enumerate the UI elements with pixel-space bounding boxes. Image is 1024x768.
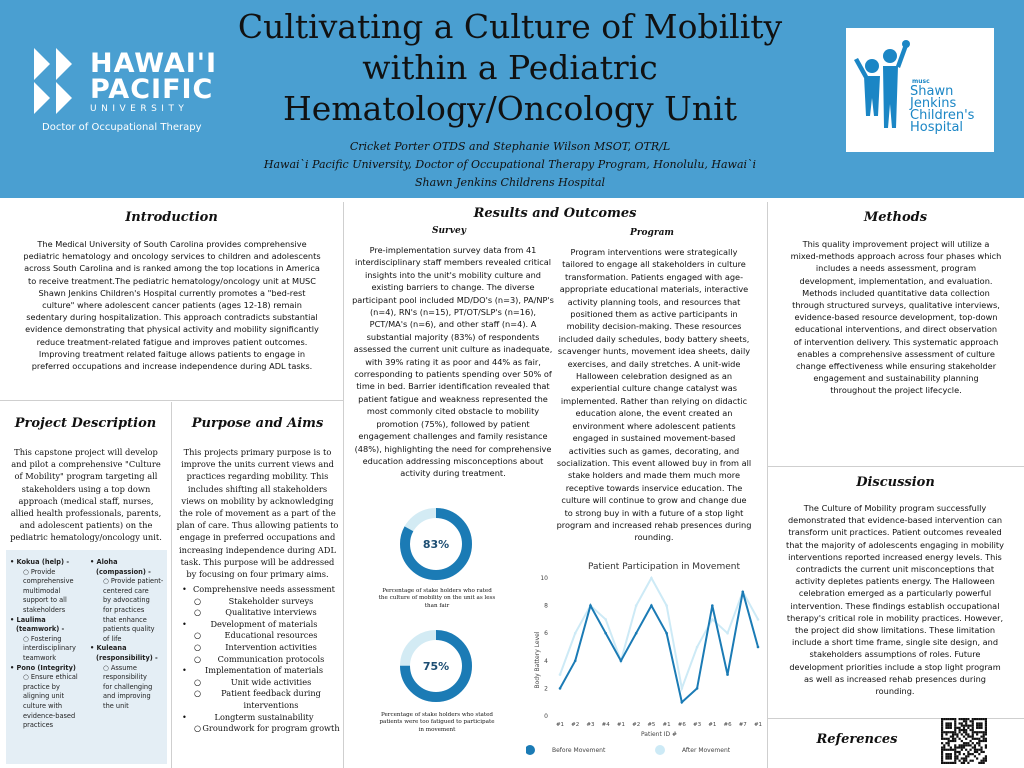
data-point <box>681 701 684 704</box>
musc-childrens-hospital-logo <box>846 28 994 152</box>
aim-item: • Longterm sustainability <box>182 711 314 722</box>
data-point <box>726 632 729 635</box>
value-item: centered care <box>103 586 149 595</box>
value-heading: (compassion) - <box>96 567 151 576</box>
value-heading: (responsibility) - <box>96 653 158 662</box>
value-heading: • Kuleana <box>90 644 127 653</box>
legend-swatch <box>526 745 535 755</box>
values-right-column <box>90 558 166 712</box>
introduction-heading: Introduction <box>125 210 218 225</box>
data-point <box>726 673 729 676</box>
discussion-heading: Discussion <box>856 475 935 490</box>
bullet-icon: • <box>182 711 187 722</box>
values-left-column <box>10 558 90 731</box>
author-names: Cricket Porter OTDS and Stephanie Wilson MSOT, OTR/L <box>349 140 671 153</box>
value-item: evidence-based <box>23 711 76 720</box>
bullet-icon: ○ <box>194 688 202 699</box>
value-item: by advocating <box>103 596 150 605</box>
data-point <box>604 632 607 635</box>
data-point <box>650 604 653 607</box>
aim-subitem: ○ Stakeholder surveys <box>194 595 314 606</box>
value-item: for practices <box>103 605 145 614</box>
series-line <box>560 592 758 702</box>
value-heading: (teamwork) - <box>16 625 65 634</box>
aim-item: • Development of materials <box>182 618 318 629</box>
legend-label: Before Movement <box>552 747 606 754</box>
donut-caption: Percentage of stake holders who rated the culture of mobility on the unit as less than fair <box>378 588 496 609</box>
x-axis-label: Patient ID # <box>640 731 678 738</box>
poster-header <box>0 0 1024 198</box>
column-divider <box>171 402 172 768</box>
donut-chart-83 <box>398 506 474 582</box>
chart-title: Patient Participation in Movement <box>588 562 740 572</box>
data-point <box>559 687 562 690</box>
data-point <box>711 618 714 621</box>
y-tick-label: 10 <box>540 575 548 582</box>
value-item: interdisciplinary <box>23 644 76 653</box>
hpu-emblem-icon <box>26 46 84 116</box>
value-item: and improving <box>103 692 151 701</box>
bullet-icon: • <box>182 618 187 629</box>
x-tick-label: #6 <box>677 722 686 728</box>
data-point <box>574 660 577 663</box>
aim-subitem: ○ Intervention activities <box>194 641 317 652</box>
x-tick-label: #1 <box>616 722 625 728</box>
value-item: ○ Provide <box>23 567 56 576</box>
row-divider <box>767 466 1024 467</box>
x-tick-label: #1 <box>708 722 717 728</box>
data-point <box>635 632 638 635</box>
value-item: responsibility <box>103 673 147 682</box>
bullet-icon: ○ <box>194 641 202 652</box>
hospital-name-line: Jenkins <box>910 96 957 111</box>
bullet-icon: ○ <box>194 676 202 687</box>
discussion-text: The Culture of Mobility program successfully demonstrated that evidence-based intervention can transform unit practices. Patient outcomes revealed that the majority of adolescents engaging in mobility interventions reported increased energy levels. This contradicts the current unit misconceptions that activity depletes patients energy. The Halloween celebration emerged as a particularly powerful intervention. These findings establish occupational therapy's critical role in mobility practices. However, the project did show limitations. These limitation include a short time frame, single site design, and stakeholders assumptions of roles. Future development priorities include a stop light program as well as increased rehab presences during rounding. <box>786 503 1004 697</box>
values-box <box>6 550 167 764</box>
data-point <box>559 673 562 676</box>
aim-subitem: ○ Qualitative interviews <box>194 607 317 618</box>
value-item: patients quality <box>103 625 155 634</box>
aim-item: • Comprehensive needs assessment <box>182 584 335 594</box>
hawaii-pacific-university-logo <box>26 44 238 140</box>
x-tick-label: #4 <box>601 722 610 728</box>
value-item: support to all <box>23 596 67 605</box>
bullet-icon: ○ <box>194 653 202 664</box>
data-point <box>711 604 714 607</box>
value-heading: • Kokua (help) - <box>10 558 70 566</box>
patient-participation-chart <box>526 554 766 766</box>
data-point <box>574 632 577 635</box>
aim-subitem: ○ Communication protocols <box>194 653 325 664</box>
aim-subitem: ○ Educational resources <box>194 630 318 641</box>
purpose-text: This projects primary purpose is to improve the units current views and practices regarding mobility. This includes shifting all stakeholders views on mobility by acknowledging the role of movement as a part of the plan of care. Thus allowing patients to engage in preferred occupations and increasing independence during ADL task. This purpose will be addressed by focusing on four primary aims. <box>176 447 339 580</box>
value-item: multimodal <box>23 586 61 595</box>
value-item: stakeholders <box>23 605 66 614</box>
logo-line-3: UNIVERSITY <box>90 104 189 114</box>
x-tick-label: #7 <box>738 722 747 728</box>
value-item: for challenging <box>103 682 153 691</box>
data-point <box>665 604 668 607</box>
data-point <box>681 687 684 690</box>
x-tick-label: #6 <box>723 722 732 728</box>
poster-title <box>230 6 790 129</box>
value-item: ○ Fostering <box>23 634 62 643</box>
qr-code-icon[interactable] <box>941 718 987 764</box>
value-heading: • Aloha <box>90 558 118 566</box>
author-hospital: Shawn Jenkins Childrens Hospital <box>414 176 606 189</box>
x-tick-label: #1 <box>662 722 671 728</box>
project-description-text: This capstone project will develop and pilot a comprehensive "Culture of Mobility" program targeting all stakeholders using a top down approach (medical staff, nurses, allied health professionals, parents, and adolescent patients) on the pediatric hematology/oncology unit. <box>10 447 162 543</box>
program-text: Program interventions were strategically tailored to engage all stakeholders in culture transformation. Patients engaged with age-appropriate educational materials, interactive activity planning tools, and resources that positioned them as active participants in mobility decision-making. These resources included daily schedules, body battery sheets, scavenger hunts, movement idea sheets, daily exercises, and daily stretches. A unit-wide Halloween celebration designed as an experiential culture change catalyst was implemented. Rather than relying on didactic education alone, the event created an environment where adolescent patients engaged in sustained movement-based activities such as games, decorating, and socialization. This event allowed buy in from all stake holders and made them much more receptive towards inservice education. The culture will continue to grow and change due to strong buy in with a future of a stop light program and increased rehab presences during rounding. <box>556 247 752 543</box>
title-line: Cultivating a Culture of Mobility <box>237 7 783 46</box>
y-tick-label: 0 <box>544 713 548 720</box>
legend-swatch <box>655 745 665 755</box>
poster-authors <box>230 138 790 192</box>
logo-line-4: Doctor of Occupational Therapy <box>42 122 202 133</box>
author-affiliation: Hawai`i Pacific University, Doctor of Occupational Therapy Program, Honolulu, Hawai`i <box>263 158 757 171</box>
children-figures-icon <box>850 36 910 146</box>
hospital-name-line: Hospital <box>910 120 964 135</box>
y-tick-label: 2 <box>544 685 548 693</box>
survey-heading: Survey <box>432 226 466 236</box>
bullet-icon: ○ <box>194 630 202 641</box>
results-heading: Results and Outcomes <box>473 206 637 221</box>
donut-caption: Percentage of stake holders who stated patients were too fatigued to participate in movement <box>379 712 495 733</box>
value-item: teamwork <box>23 653 57 662</box>
hospital-name-line: Shawn <box>910 84 954 99</box>
bullet-icon: ○ <box>194 607 202 618</box>
bullet-icon: ○ <box>194 723 202 734</box>
x-tick-label: #2 <box>571 722 580 728</box>
column-divider <box>343 202 344 768</box>
y-tick-label: 8 <box>544 602 548 610</box>
data-point <box>665 632 668 635</box>
methods-text: This quality improvement project will utilize a mixed-methods approach across four phases which includes a needs assessment, program development, implementation, and evaluation. Methods included quantitative data collection through structured surveys, qualitative interviews, evidence-based resource development, top-down educational interventions, and direct observation of intervention delivery. This systematic approach enables a comprehensive assessment of culture change effectiveness while ensuring stakeholder engagement and sustainability planning throughout the project lifecycle. <box>790 239 1002 396</box>
aim-subitem: ○ Unit wide activities <box>194 676 312 687</box>
x-tick-label: #1 <box>555 722 565 728</box>
value-heading: • Pono (Integrity) <box>10 663 76 672</box>
title-line: Hematology/Oncology Unit <box>283 89 737 128</box>
purpose-heading: Purpose and Aims <box>191 416 324 431</box>
bullet-icon: ○ <box>194 595 202 606</box>
value-item: of life <box>103 634 122 643</box>
value-item: ○ Assume <box>103 663 137 672</box>
value-item: that enhance <box>103 615 147 624</box>
aim-item: • Implementation of materials <box>182 665 324 676</box>
data-point <box>589 604 592 607</box>
introduction-text: The Medical University of South Carolina provides comprehensive pediatric hematology and oncology services to children and adolescents across South Carolina and is ranked among the top locations in America to receive treatment.The pediatric hematology/oncology unit at MUSC Shawn Jenkins Children's Hospital currently promotes a "bed-rest culture" where adolescent cancer patients (ages 12-18) remain sedentary during hospitalization. This approach contradicts substantial evidence demonstrating that physical activity and mobility significantly reduce treatment-related fatigue and improves patient outcomes. Improving treatment related faituge allows patients to engage in preferred occupations and increase independence during ADL tasks. <box>23 239 321 372</box>
x-tick-label: #3 <box>586 722 595 728</box>
aims-list <box>182 584 342 735</box>
methods-heading: Methods <box>863 210 928 225</box>
data-point <box>741 591 744 594</box>
hospital-name-line: Children's <box>910 108 975 123</box>
hospital-name <box>910 86 974 134</box>
data-point <box>696 687 699 690</box>
data-point <box>604 618 607 621</box>
donut-value-label: 75% <box>422 660 450 673</box>
bullet-icon: • <box>182 665 187 676</box>
y-axis-label: Body Battery Level <box>534 631 541 689</box>
y-tick-label: 4 <box>544 657 548 665</box>
x-tick-label: #1 <box>753 722 763 728</box>
value-item: ○ Provide patient- <box>103 577 164 586</box>
aim-subitem: ○ Patient feedback during interventions <box>194 688 321 710</box>
row-divider <box>0 400 343 401</box>
x-tick-label: #2 <box>632 722 641 728</box>
references-heading: References <box>816 732 898 747</box>
logo-line-2: PACIFIC <box>90 74 214 105</box>
value-item: the unit <box>103 701 129 710</box>
legend-label: After Movement <box>682 747 731 754</box>
data-point <box>635 604 638 607</box>
title-line: within a Pediatric <box>362 48 658 87</box>
donut-value-label: 83% <box>422 538 450 551</box>
data-point <box>620 660 623 663</box>
data-point <box>757 646 760 649</box>
y-tick-label: 6 <box>544 630 548 638</box>
value-item: culture with <box>23 701 63 710</box>
value-item: aligning unit <box>23 692 65 701</box>
value-item: ○ Ensure ethical <box>23 673 78 682</box>
value-item: practices <box>23 721 54 730</box>
value-item: practice by <box>23 682 60 691</box>
x-tick-label: #3 <box>693 722 702 728</box>
program-heading: Program <box>630 228 674 238</box>
donut-chart-75 <box>398 628 474 704</box>
x-tick-label: #5 <box>647 722 656 728</box>
data-point <box>757 618 760 621</box>
data-point <box>696 646 699 649</box>
aim-subitem: ○ Groundwork for program growth <box>194 723 340 734</box>
logo-line-1: HAWAI'I <box>90 48 218 79</box>
project-description-heading: Project Description <box>14 416 157 431</box>
bullet-icon: • <box>182 584 187 594</box>
survey-text: Pre-implementation survey data from 41 interdisciplinary staff members revealed critical insights into the unit's mobility culture and existing barriers to change. The diverse participant pool included MD/DO's (n=3), PA/NP's (n=4), RN's (n=15), PT/OT/SLP's (n=16), PCT/MA's (n=6), and other staff (n=4). A substantial majority (83%) of respondents assessed the current unit culture as inadequate, with 39% rating it as poor and 44% as fair, corresponding to patients spending over 50% of time in bed. Barrier identification revealed that patient fatigue and weakness represented the most commonly cited obstacle to mobility promotion (75%), followed by patient engagement challenges and family resistance (48%), highlighting the need for comprehensive education addressing misconceptions about activity during treatment. <box>352 245 554 479</box>
musc-label: musc <box>912 78 930 85</box>
value-heading: • Laulima <box>10 615 46 624</box>
data-point <box>650 577 653 580</box>
value-item: comprehensive <box>23 577 74 586</box>
